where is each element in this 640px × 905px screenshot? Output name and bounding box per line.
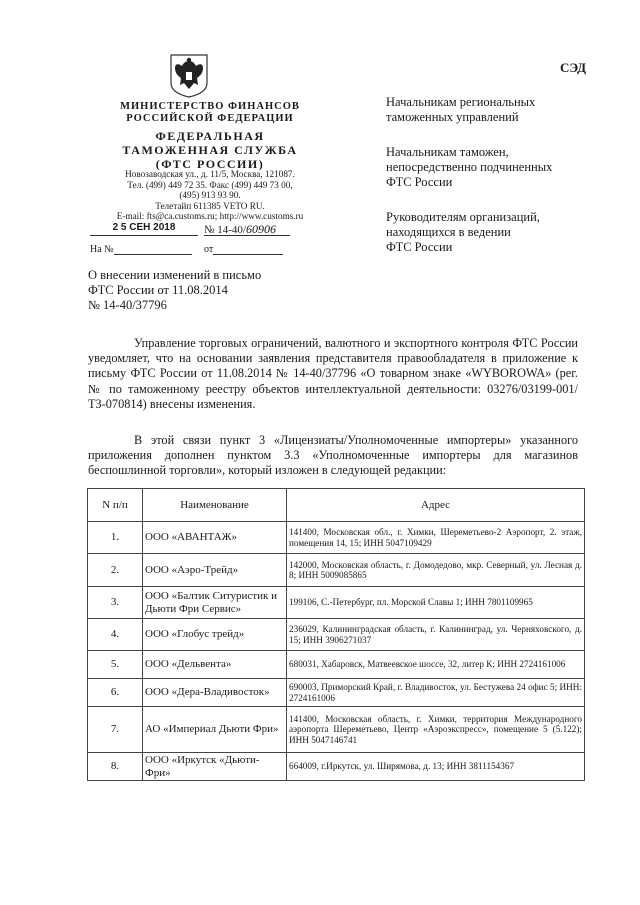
table-row: 8. ООО «Иркутск «Дьюти-Фри» 664009, г.Иркутск, ул. Ширямова, д. 13; ИНН 3811154367 bbox=[88, 753, 585, 781]
handwritten-number: 60906 bbox=[245, 222, 276, 236]
date-stamp: 2 5 СЕН 2018 bbox=[90, 222, 198, 236]
body-paragraph-2: В этой связи пункт 3 «Лицензиаты/Уполномоченные импортеры» указанного приложения дополнен пунктом 3.3 «Уполномоченные импортеры для магазинов беспошлинной торговли», который изложен в следующей редакции: bbox=[88, 433, 578, 478]
table-row: 1. ООО «АВАНТАЖ» 141400, Московская обл., г. Химки, Шереметьево-2 Аэропорт, 2. этаж, помещения 14, 15; ИНН 5047109429 bbox=[88, 522, 585, 554]
body-paragraph-1: Управление торговых ограничений, валютного и экспортного контроля ФТС России уведомляет, что на основании заявления представителя правообладателя в приложение к письму ФТС России от 11.08.2014 № 14-40/37796 «О товарном знаке «WYBOROWA» (рег. № по таможенному реестру объектов интеллектуальной деятельности: 03276/03199-001/ТЗ-070814) внесены изменения. bbox=[88, 336, 578, 411]
ministry-name: МИНИСТЕРСТВО ФИНАНСОВ РОССИЙСКОЙ ФЕДЕРАЦИИ bbox=[120, 101, 300, 124]
recipient-1: Начальникам региональных таможенных управлений bbox=[386, 95, 536, 124]
sed-mark: СЭД bbox=[560, 60, 587, 75]
outgoing-number: № 14-40/60906 bbox=[204, 222, 290, 236]
column-header-number: N п/п bbox=[88, 489, 143, 522]
recipient-2: Начальникам таможен, непосредственно подчиненных ФТС России bbox=[386, 145, 553, 189]
table-row: 2. ООО «Аэро-Трейд» 142000, Московская область, г. Домодедово, мкр. Северный, ул. Лесная д. 8; ИНН 5009085865 bbox=[88, 554, 585, 587]
column-header-name: Наименование bbox=[143, 489, 287, 522]
table-row: 7. АО «Империал Дьюти Фри» 141400, Московская область, г. Химки, территория Международного аэропорта Шереметьево, Центр «Аэроэкспресс», помещение 5 (5.122); ИНН 5047146741 bbox=[88, 707, 585, 753]
contact-address: Новозаводская ул., д. 11/5, Москва, 121087. Тел. (499) 449 72 35. Факс (499) 449 73 00, (495) 913 93 90. Телетайп 611385 VETO RU. E-mail: fts@ca.customs.ru; http://www.customs.ru bbox=[116, 169, 304, 221]
reference-date-field: от bbox=[204, 244, 290, 256]
table-row: 5. ООО «Дельвента» 680031, Хабаровск, Матвеевское шоссе, 32, литер К; ИНН 2724161006 bbox=[88, 651, 585, 679]
recipient-3: Руководителям организаций, находящихся в ведении ФТС России bbox=[386, 210, 540, 254]
table-row: 4. ООО «Глобус трейд» 236029, Калининградская область, г. Калининград, ул. Черняховского, д. 15; ИНН 3906271037 bbox=[88, 619, 585, 651]
column-header-address: Адрес bbox=[287, 489, 585, 522]
table-row: 3. ООО «Балтик Ситуристик и Дьюти Фри Сервис» 199106, С.-Петербург, пл. Морской Славы 1; ИНН 7801109965 bbox=[88, 587, 585, 619]
reference-number-field: На № bbox=[90, 244, 198, 256]
coat-of-arms-icon bbox=[168, 53, 210, 99]
table-header-row bbox=[88, 489, 585, 522]
service-name: ФЕДЕРАЛЬНАЯ ТАМОЖЕННАЯ СЛУЖБА (ФТС РОССИИ) bbox=[122, 129, 298, 171]
table-row: 6. ООО «Дера-Владивосток» 690003, Приморский Край, г. Владивосток, ул. Бестужева 24 офис 5; ИНН: 2724161006 bbox=[88, 679, 585, 707]
importers-table bbox=[87, 488, 585, 781]
letter-subject: О внесении изменений в письмо ФТС России от 11.08.2014 № 14-40/37796 bbox=[88, 268, 262, 312]
